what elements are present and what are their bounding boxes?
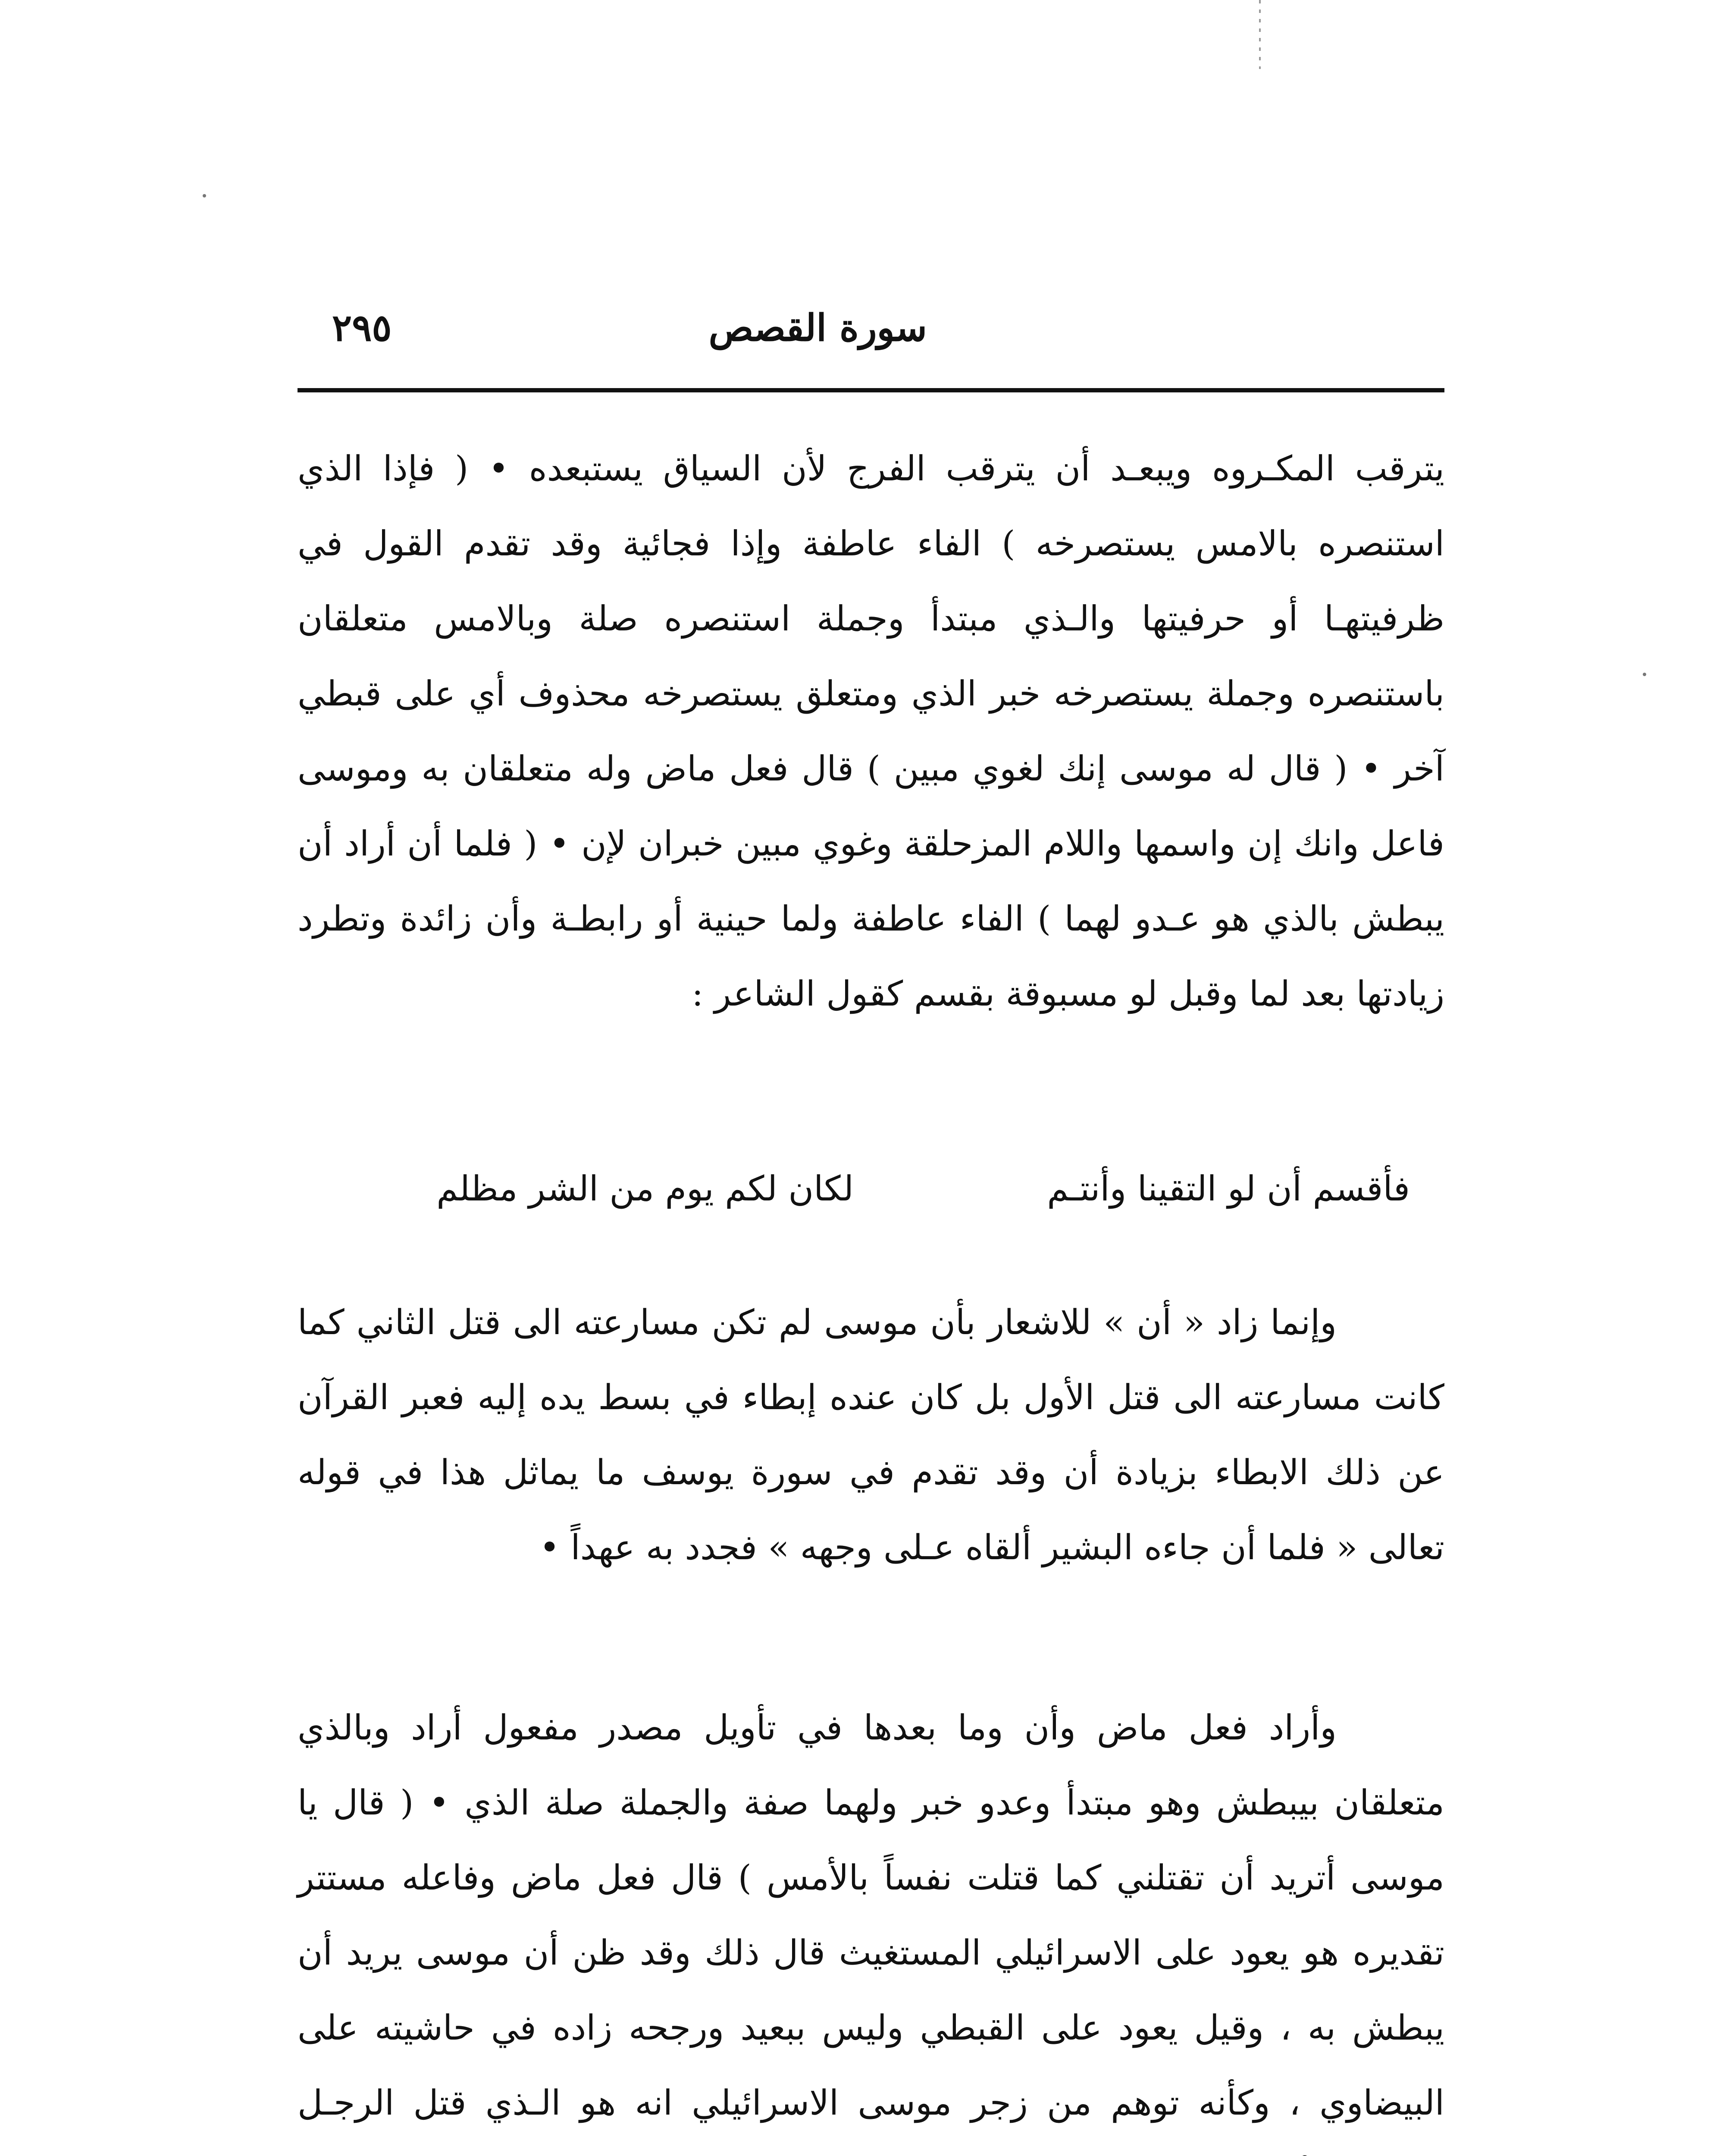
header-rule (298, 388, 1444, 392)
paragraph-2 (298, 1285, 1444, 1585)
paragraph-1 (298, 431, 1444, 1031)
poetry-verse (298, 1151, 1444, 1226)
paragraph-text: وإنما زاد « أن » للاشعار بأن موسى لم تكن مسارعته الى قتل الثاني كما كانت مسارعته الى قتل الأول بل كان عنده إبطاء في بسط يده إليه فعبر القرآن عن ذلك الابطاء بزيادة أن وقد تقدم في سورة يوسف ما يماثل هذا في قوله تعالى « فلما أن جاءه البشير ألقاه عـلى وجهه » فجدد به عهداً • (298, 1302, 1445, 1567)
paragraph-text: يترقب المكـروه ويبعـد أن يترقب الفرج لأن السياق يستبعده • ( فإذا الذي استنصره بالامس يستصرخه ) الفاء عاطفة وإذا فجائية وقد تقدم القول في ظرفيتهـا أو حرفيتها والـذي مبتدأ وجملة استنصره صلة وبالامس متعلقان باستنصره وجملة يستصرخه خبر الذي ومتعلق يستصرخه محذوف أي على قبطي آخر • ( قال له موسى إنك لغوي مبين ) قال فعل ماض وله متعلقان به وموسى فاعل وانك إن واسمها واللام المزحلقة وغوي مبين خبران لإن • ( فلما أن أراد أن يبطش بالذي هو عـدو لهما ) الفاء عاطفة ولما حينية أو رابطـة وأن زائدة وتطرد زيادتها بعد لما وقبل لو مسبوقة بقسم كقول الشاعر : (298, 448, 1445, 1014)
paragraph-3 (298, 1690, 1444, 2156)
scan-speck (1643, 673, 1646, 676)
surah-title: سورة القصص (708, 306, 927, 350)
scan-speck (203, 194, 206, 197)
paragraph-text: وأراد فعل ماض وأن وما بعدها في تأويل مصدر مفعول أراد وبالذي متعلقان بيبطش وهو مبتدأ وعدو خبر ولهما صفة والجملة صلة الذي • ( قال يا موسى أتريد أن تقتلني كما قتلت نفساً بالأمس ) قال فعل ماض وفاعله مستتر تقديره هو يعود على الاسرائيلي المستغيث قال ذلك وقد ظن أن موسى يريد أن يبطش به ، وقيل يعود على القبطي وليس ببعيد ورجحه زاده في حاشيته على البيضاوي ، وكأنه توهم من زجر موسى الاسرائيلي انه هو الـذي قتل الرجـل (298, 1708, 1444, 2123)
verse-second-hemistich: لكان لكم يوم من الشر مظلم (436, 1169, 854, 1209)
verse-first-hemistich: فأقسم أن لو التقينا وأنتـم (1047, 1169, 1410, 1209)
page-header (298, 298, 1444, 371)
page-number: ٢٩٥ (332, 306, 392, 350)
scan-edge-mark (1259, 0, 1261, 69)
